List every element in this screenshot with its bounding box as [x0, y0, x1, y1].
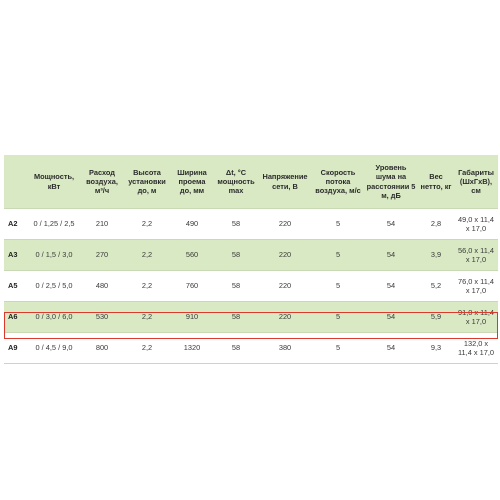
cell-air-speed: 5 — [312, 209, 364, 240]
cell-dimensions: 49,0 х 11,4 х 17,0 — [454, 209, 498, 240]
cell-airflow: 210 — [80, 209, 124, 240]
cell-airflow: 480 — [80, 271, 124, 302]
header-opening-width: Ширина проема до, мм — [170, 155, 214, 209]
cell-model: A9 — [4, 333, 28, 364]
cell-install-height: 2,2 — [124, 302, 170, 333]
cell-model: A2 — [4, 209, 28, 240]
cell-dimensions: 56,0 х 11,4 х 17,0 — [454, 240, 498, 271]
table-row — [4, 271, 498, 302]
cell-dimensions: 76,0 х 11,4 х 17,0 — [454, 271, 498, 302]
table-row — [4, 302, 498, 333]
header-noise: Уровень шума на расстоянии 5 м, дБ — [364, 155, 418, 209]
cell-model: A5 — [4, 271, 28, 302]
cell-weight: 3,9 — [418, 240, 454, 271]
cell-delta-t: 58 — [214, 271, 258, 302]
cell-delta-t: 58 — [214, 240, 258, 271]
cell-weight: 5,2 — [418, 271, 454, 302]
cell-voltage: 220 — [258, 271, 312, 302]
header-weight: Вес нетто, кг — [418, 155, 454, 209]
cell-air-speed: 5 — [312, 240, 364, 271]
header-row — [4, 155, 498, 209]
cell-noise: 54 — [364, 209, 418, 240]
cell-weight: 2,8 — [418, 209, 454, 240]
cell-voltage: 220 — [258, 240, 312, 271]
specifications-table — [4, 155, 498, 364]
header-airflow: Расход воздуха, м³/ч — [80, 155, 124, 209]
cell-delta-t: 58 — [214, 333, 258, 364]
cell-noise: 54 — [364, 302, 418, 333]
header-delta-t: Δt, °С мощность max — [214, 155, 258, 209]
cell-delta-t: 58 — [214, 209, 258, 240]
cell-install-height: 2,2 — [124, 333, 170, 364]
cell-power: 0 / 3,0 / 6,0 — [28, 302, 80, 333]
cell-power: 0 / 2,5 / 5,0 — [28, 271, 80, 302]
table-row — [4, 209, 498, 240]
cell-voltage: 380 — [258, 333, 312, 364]
cell-install-height: 2,2 — [124, 271, 170, 302]
cell-power: 0 / 1,5 / 3,0 — [28, 240, 80, 271]
table-row-highlighted — [4, 333, 498, 364]
cell-opening-width: 910 — [170, 302, 214, 333]
cell-weight: 5,9 — [418, 302, 454, 333]
cell-power: 0 / 1,25 / 2,5 — [28, 209, 80, 240]
cell-model: A6 — [4, 302, 28, 333]
header-model — [4, 155, 28, 209]
cell-air-speed: 5 — [312, 271, 364, 302]
cell-install-height: 2,2 — [124, 240, 170, 271]
cell-noise: 54 — [364, 271, 418, 302]
cell-airflow: 270 — [80, 240, 124, 271]
cell-dimensions: 132,0 х 11,4 х 17,0 — [454, 333, 498, 364]
cell-opening-width: 760 — [170, 271, 214, 302]
header-air-speed: Скорость потока воздуха, м/с — [312, 155, 364, 209]
cell-delta-t: 58 — [214, 302, 258, 333]
cell-noise: 54 — [364, 333, 418, 364]
cell-voltage: 220 — [258, 209, 312, 240]
cell-weight: 9,3 — [418, 333, 454, 364]
header-power: Мощность, кВт — [28, 155, 80, 209]
header-install-height: Высота установки до, м — [124, 155, 170, 209]
cell-opening-width: 1320 — [170, 333, 214, 364]
cell-power: 0 / 4,5 / 9,0 — [28, 333, 80, 364]
header-voltage: Напряжение сети, В — [258, 155, 312, 209]
cell-noise: 54 — [364, 240, 418, 271]
table-row — [4, 240, 498, 271]
cell-voltage: 220 — [258, 302, 312, 333]
cell-airflow: 530 — [80, 302, 124, 333]
cell-model: A3 — [4, 240, 28, 271]
cell-opening-width: 560 — [170, 240, 214, 271]
cell-air-speed: 5 — [312, 333, 364, 364]
cell-air-speed: 5 — [312, 302, 364, 333]
cell-dimensions: 91,0 х 11,4 х 17,0 — [454, 302, 498, 333]
header-dimensions: Габариты (ШхГхВ), см — [454, 155, 498, 209]
cell-install-height: 2,2 — [124, 209, 170, 240]
cell-opening-width: 490 — [170, 209, 214, 240]
cell-airflow: 800 — [80, 333, 124, 364]
